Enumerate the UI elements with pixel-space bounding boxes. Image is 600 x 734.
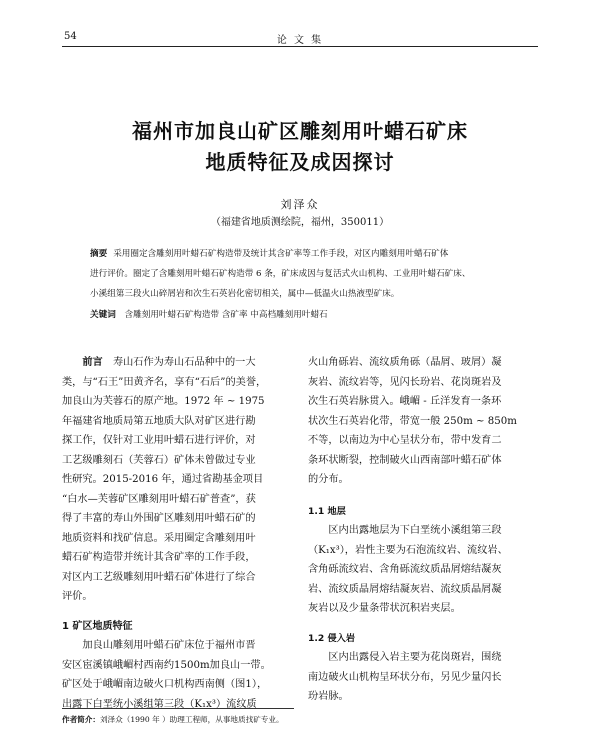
keywords-text: 含雕刻用叶蜡石矿构造带 含矿率 中高档雕刻用叶蜡石 [124, 310, 328, 320]
body-line: 区内出露侵入岩主要为花岗斑岩，围绕 [328, 652, 502, 663]
title-line-1: 福州市加良山矿区雕刻用叶蜡石矿床 [132, 119, 468, 143]
body-line: 火山角砾岩、流纹质角砾（晶屑、玻屑）凝 [308, 357, 502, 368]
left-column [62, 353, 294, 714]
keywords [90, 307, 530, 323]
body-line: 加良山雕刻用叶蜡石矿床位于福州市晋 [82, 640, 256, 651]
body-line: 的分布。 [308, 474, 349, 485]
section-heading: 1 矿区地质特征 [62, 620, 133, 632]
abstract-line: 摘要 采用圈定含雕刻用叶蜡石矿构造带及统计其含矿率等工作手段，对区内雕刻用叶蜡石矿体 [90, 249, 449, 259]
abstract [90, 244, 530, 304]
abstract-label: 摘要 [90, 249, 108, 259]
body-line: 得了丰富的寿山外围矿区雕刻用叶蜡石矿的 [62, 513, 256, 524]
subsection-heading: 1.2 侵入岩 [308, 632, 356, 644]
body-line: 评价。 [62, 591, 93, 602]
page-number: 54 [64, 31, 77, 42]
body-line: 出露下白垩统小溪组第三段（K₁x³）流纹质 [62, 698, 257, 710]
body-line: 安区宦溪镇峨嵋村西南约1500m加良山一带。 [62, 659, 271, 671]
body-line: 次生石英岩脉贯入。峨嵋 - 丘洋发育一条环 [308, 396, 502, 407]
abstract-line: 小溪组第三段火山碎屑岩和次生石英岩化密切相关，属中—低温火山热液型矿床。 [90, 289, 400, 299]
body-line: 状次生石英岩化带，带宽一般 250m ~ 850m [308, 415, 517, 427]
body-line: 探工作，仅针对工业用叶蜡石进行评价，对 [62, 435, 256, 446]
author-name: 刘泽众 [280, 198, 320, 211]
keywords-label: 关键词 [90, 310, 116, 320]
body-line: 工艺级雕刻石（芙蓉石）矿体未曾做过专业 [62, 454, 256, 466]
body-line: 对区内工艺级雕刻用叶蜡石矿体进行了综合 [62, 571, 256, 583]
running-header [62, 30, 538, 47]
body-line: 年福建省地质局第五地质大队对矿区进行勘 [62, 415, 256, 427]
right-column [308, 353, 540, 707]
body-line: 灰岩以及少量条带状沉积岩夹层。 [308, 603, 461, 614]
author-footnote [62, 708, 294, 725]
body-line: 类，与“石王”田黄齐名，享有“石后”的美誉， [62, 376, 267, 388]
body-line: 含角砾流纹岩、含角砾流纹质晶屑熔结凝灰 [308, 564, 502, 575]
body-line: 加良山为芙蓉石的原产地。1972 年 ~ 1975 [62, 396, 265, 407]
body-line: 区内出露地层为下白垩统小溪组第三段 [328, 525, 502, 536]
body-line: 性研究。2015-2016 年，通过省勘基金项目 [62, 474, 264, 485]
body-line: 岩、流纹质晶屑熔结凝灰岩、流纹质晶屑凝 [308, 583, 502, 595]
body-line: 地质资料和找矿信息。采用圈定含雕刻用叶 [62, 532, 256, 544]
body-line: “白水—芙蓉矿区雕刻用叶蜡石矿普查”，获 [62, 493, 256, 505]
intro-lead: 前言 [82, 356, 103, 368]
journal-title: 论 文 集 [276, 35, 324, 46]
body-line: （K₁x³），岩性主要为石泡流纹岩、流纹岩、 [308, 544, 508, 556]
abstract-line: 进行评价。圈定了含雕刻用叶蜡石矿构造带 6 条，矿床成因与复活式火山机构、工业用叶蜡石矿床、 [90, 269, 471, 279]
body-line: 前言 寿山石作为寿山石品种中的一大 [82, 356, 256, 368]
title-line-2: 地质特征及成因探讨 [205, 150, 395, 174]
body-line: 条环状断裂，控制破火山西南部叶蜡石矿体 [308, 454, 502, 466]
footnote-label: 作者简介： [62, 715, 100, 724]
body-line: 矿区处于峨嵋南边破火口机构西南侧（图1）， [62, 679, 268, 690]
body-line: 南边破火山机构呈环状分布，另见少量闪长 [308, 671, 502, 683]
subsection-heading: 1.1 地层 [308, 505, 346, 517]
body-line: 玢岩脉。 [308, 691, 349, 702]
body-line: 蜡石矿构造带并统计其含矿率的工作手段， [62, 552, 256, 563]
body-line: 灰岩、流纹岩等，见闪长玢岩、花岗斑岩及 [308, 376, 502, 388]
article-title [60, 116, 540, 178]
body-line: 不等，以南边为中心呈状分布，带中发育二 [308, 435, 502, 446]
footnote-text: 刘泽众（1990 年 ）助理工程师，从事地质找矿专业。 [99, 715, 284, 724]
author-affiliation: （福建省地质测绘院，福州，350011） [210, 217, 390, 228]
